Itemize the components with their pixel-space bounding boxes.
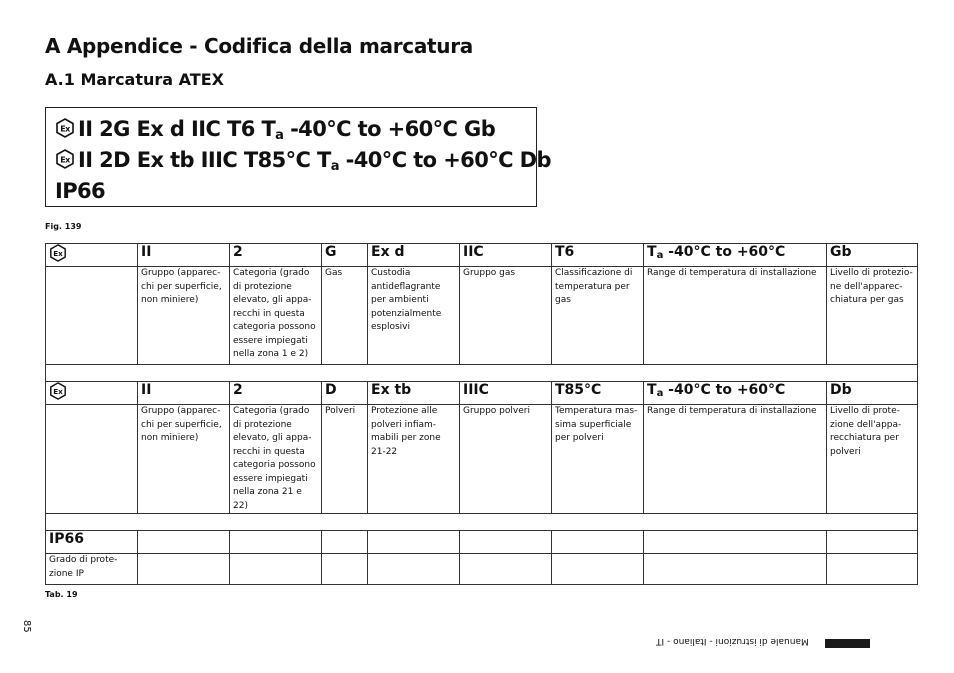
svg-text:Ex: Ex (53, 387, 63, 397)
table-cell (368, 531, 460, 554)
table-cell (552, 554, 644, 585)
svg-text:Ex: Ex (53, 249, 63, 259)
table-cell: Ex d (368, 244, 460, 267)
svg-text:Ex: Ex (60, 155, 70, 165)
table-cell: Range di temperatura di installazione (644, 267, 827, 365)
table-cell: IIC (460, 244, 552, 267)
table-cell: Custodia antideflagrante per ambienti potenzialmente esplosivi (368, 267, 460, 365)
table-cell: 2 (230, 244, 322, 267)
table-cell: Temperatura mas-sima superficiale per polveri (552, 405, 644, 514)
table-cell: Gruppo (apparec-chi per superficie, non miniere) (138, 405, 230, 514)
table-cell: Polveri (322, 405, 368, 514)
table-cell: Ex tb (368, 382, 460, 405)
ex-hexagon-icon (49, 244, 67, 262)
table-cell: $T_a$ -40°C to +60°C (644, 244, 827, 267)
table-cell: Gruppo (apparec-chi per superficie, non miniere) (138, 267, 230, 365)
ex-hexagon-icon (55, 118, 75, 138)
table-cell (138, 531, 230, 554)
table-cell (644, 531, 827, 554)
footer-bar (825, 639, 870, 648)
table-cell: Categoria (grado di protezione elevato, gli appa-recchi in questa categoria possono essere impiegati nella zona 1 e 2) (230, 267, 322, 365)
table-cell: Classificazione di temperatura per gas (552, 267, 644, 365)
table-cell (322, 554, 368, 585)
marking-table (45, 243, 918, 585)
table-cell: Db (827, 382, 918, 405)
table-cell: Categoria (grado di protezione elevato, gli appa-recchi in questa categoria possono essere impiegati nella zona 21 e 22) (230, 405, 322, 514)
table-cell: D (322, 382, 368, 405)
table-cell: II (138, 244, 230, 267)
page-title: A Appendice - Codifica della marcatura (45, 34, 473, 58)
table-cell: IIIC (460, 382, 552, 405)
page-number: 85 (21, 620, 32, 633)
table-cell: Grado di prote-zione IP (46, 554, 138, 585)
table-cell (230, 531, 322, 554)
ex-hexagon-icon (49, 382, 67, 400)
table-cell: Gruppo gas (460, 267, 552, 365)
table-cell: Livello di prote-zione dell'appa-recchiatura per polveri (827, 405, 918, 514)
table-cell (46, 244, 138, 267)
table-cell (230, 554, 322, 585)
table-caption: Tab. 19 (45, 590, 78, 599)
table-cell (138, 554, 230, 585)
table-cell: IP66 (46, 531, 138, 554)
table-cell (644, 554, 827, 585)
table-cell: G (322, 244, 368, 267)
table-row-gas-desc (46, 267, 918, 365)
svg-text:Ex: Ex (60, 124, 70, 134)
table-row-spacer (46, 365, 918, 382)
table-cell (460, 554, 552, 585)
table-row-dust-header (46, 382, 918, 405)
atex-marking-box (45, 107, 551, 207)
table-row-spacer (46, 514, 918, 531)
table-cell: Gb (827, 244, 918, 267)
table-cell: Gas (322, 267, 368, 365)
figure-caption: Fig. 139 (45, 222, 82, 231)
table-cell: Protezione alle polveri infiam-mabili per zone 21-22 (368, 405, 460, 514)
table-row-dust-desc (46, 405, 918, 514)
table-cell: Range di temperatura di installazione (644, 405, 827, 514)
table-cell (322, 531, 368, 554)
table-cell (46, 514, 918, 531)
marking-line-dust: Ex II 2D Ex tb IIIC T85°C $T_a$ -40°C to +60°C Db (55, 145, 536, 176)
table-row-ip-desc (46, 554, 918, 585)
table-row-gas-header (46, 244, 918, 267)
table-cell (46, 267, 138, 365)
table-cell (368, 554, 460, 585)
table-cell (827, 554, 918, 585)
table-cell: II (138, 382, 230, 405)
table-cell (46, 382, 138, 405)
table-cell (46, 405, 138, 514)
table-cell: 2 (230, 382, 322, 405)
footer-text: Manuale di istruzioni - Italiano - IT (656, 636, 809, 646)
table-cell (552, 531, 644, 554)
table-cell: Livello di protezio-ne dell'apparec-chiatura per gas (827, 267, 918, 365)
table-row-ip-header (46, 531, 918, 554)
section-title: A.1 Marcatura ATEX (45, 70, 224, 89)
ex-hexagon-icon (55, 149, 75, 169)
table-cell: T6 (552, 244, 644, 267)
table-cell: $T_a$ -40°C to +60°C (644, 382, 827, 405)
table-cell: Gruppo polveri (460, 405, 552, 514)
marking-line-gas: Ex II 2G Ex d IIC T6 $T_a$ -40°C to +60°C Gb (55, 114, 536, 145)
table-cell (460, 531, 552, 554)
table-cell: T85°C (552, 382, 644, 405)
table-cell (46, 365, 918, 382)
table-cell (827, 531, 918, 554)
marking-line-ip: IP66 (55, 179, 106, 203)
